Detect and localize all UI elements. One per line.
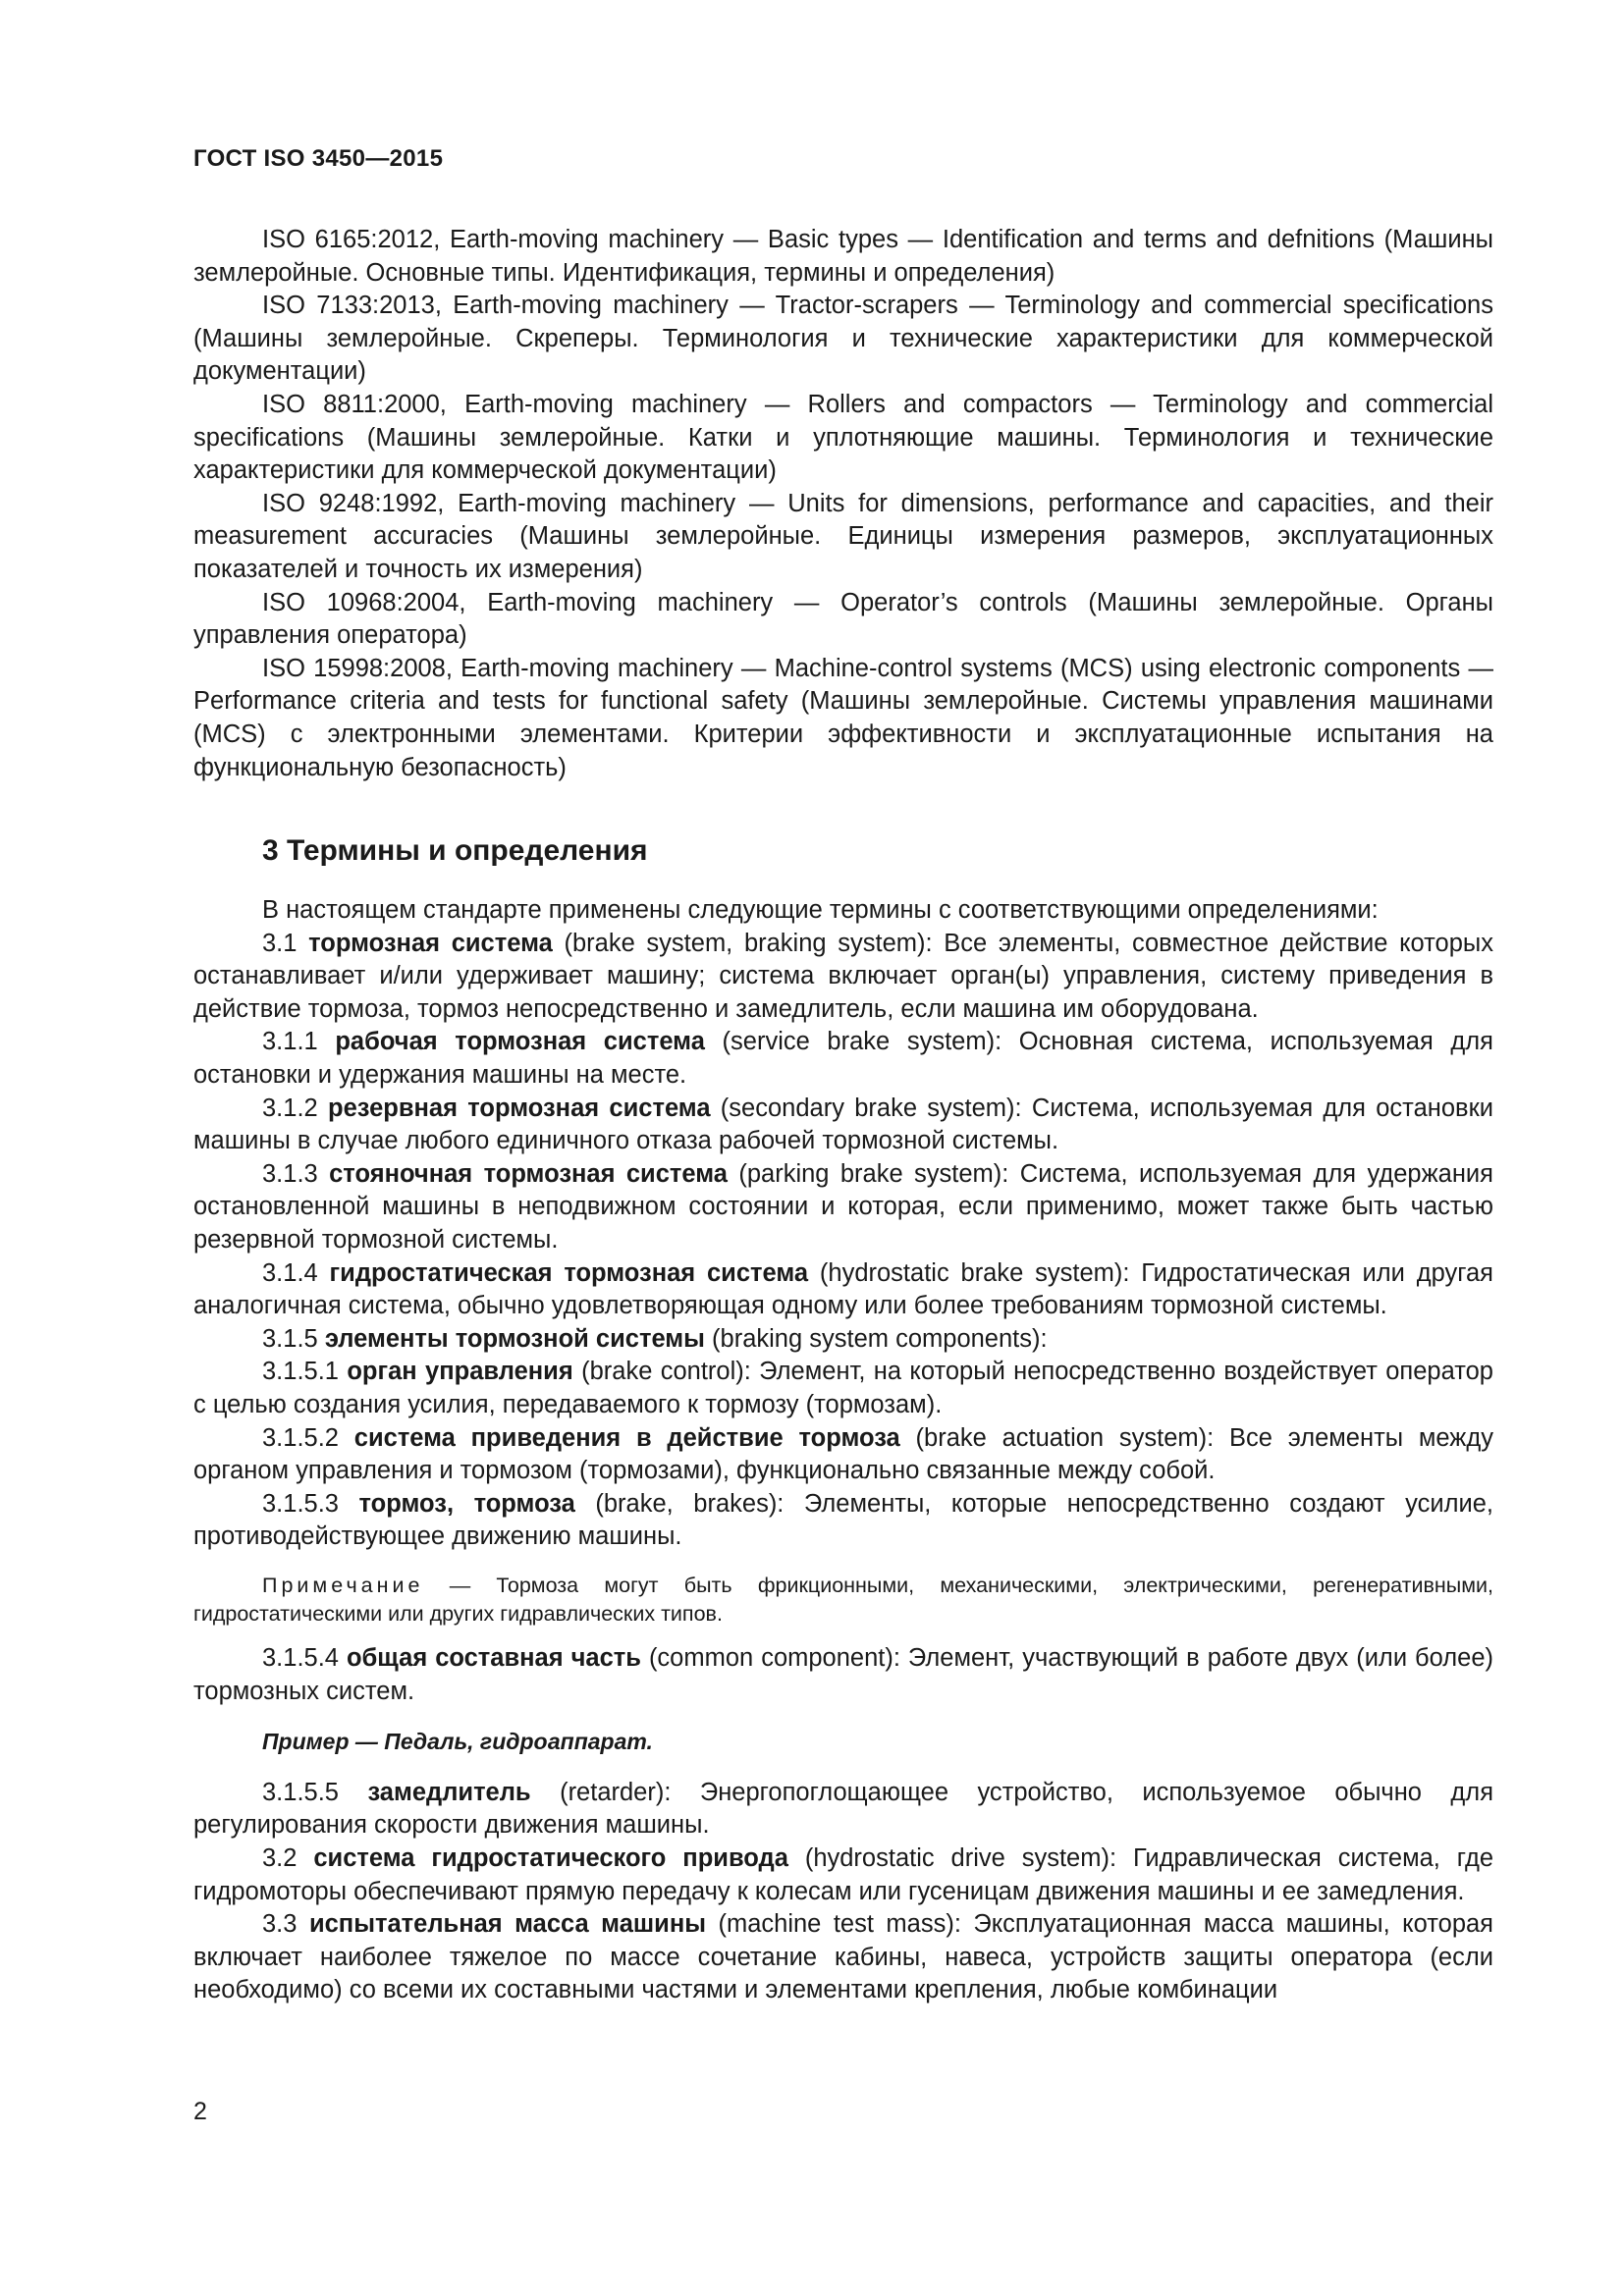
term-definition: (brake system, braking system): Все элементы, совместное действие которых останавливает и/или удерживает машину; система включает орган(ы) управления, систему приведения в действие тормоза, тормоз непосредственно и замедлитель, если машина им оборудована.: [193, 929, 1493, 1023]
term-name: общая составная часть: [346, 1643, 641, 1672]
term-entry: [193, 1026, 1493, 1092]
term-definition: (service brake system): Основная система, используемая для остановки и удержания машины на месте.: [193, 1028, 1493, 1090]
term-definition: (braking system components):: [712, 1324, 1048, 1353]
term-definition: (brake, brakes): Элементы, которые непосредственно создают усилие, противодействующее движению машины.: [193, 1489, 1493, 1551]
term-number: 3.1.5.1: [262, 1358, 339, 1386]
term-entry: [193, 928, 1493, 1027]
terms-list: [193, 928, 1493, 1554]
term-number: 3.1: [262, 929, 298, 957]
term-name: элементы тормозной системы: [324, 1324, 705, 1353]
term-definition: (brake control): Элемент, на который непосредственно воздействует оператор с целью создания усилия, передаваемого к тормозу (тормозам).: [193, 1358, 1493, 1418]
term-definition: (common component): Элемент, участвующий в работе двух (или более) тормозных систем.: [193, 1643, 1494, 1705]
term-name: тормозная система: [308, 929, 553, 957]
term-name: орган управления: [347, 1358, 573, 1386]
term-name: система гидростатического привода: [313, 1843, 788, 1872]
term-definition: (retarder): Энергопоглощающее устройство, используемое обычно для регулирования скорости движения машины.: [193, 1778, 1493, 1840]
reference-item: ISO 8811:2000, Earth-moving machinery — Rollers and compactors — Terminology and commercial specifications (Машины землеройные. Катки и уплотняющие машины. Терминология и технические характеристики для коммерческой документации): [193, 390, 1493, 485]
term-name: замедлитель: [367, 1778, 531, 1806]
term-definition: (brake actuation system): Все элементы между органом управления и тормозом (тормозами), функционально связанные между собой.: [193, 1423, 1493, 1485]
term-number: 3.1.5: [262, 1324, 318, 1353]
document-header: ГОСТ ISO 3450—2015: [193, 145, 444, 172]
term-number: 3.2: [262, 1843, 298, 1872]
note-label: Примечание: [262, 1573, 424, 1597]
term-number: 3.1.5.4: [262, 1643, 339, 1672]
term-entry: [193, 1642, 1493, 1708]
term-entry: [193, 1158, 1493, 1257]
term-entry: [193, 1323, 1493, 1357]
section-title: 3 Термины и определения: [262, 834, 648, 868]
term-entry: [193, 1842, 1493, 1908]
note: [193, 1572, 1493, 1629]
page-number: 2: [193, 2098, 207, 2125]
term-entry: [193, 1777, 1493, 1842]
term-name: система приведения в действие тормоза: [353, 1423, 900, 1452]
reference-item: ISO 7133:2013, Earth-moving machinery — Tractor-scrapers — Terminology and commercial specifications (Машины землеройные. Скреперы. Терминология и технические характеристики для коммерческой документации): [193, 292, 1493, 386]
term-number: 3.1.3: [262, 1159, 318, 1188]
term-definition: (secondary brake system): Система, используемая для остановки машины в случае любого единичного отказа рабочей тормозной системы.: [193, 1094, 1493, 1155]
page-content: [193, 224, 1493, 2007]
reference-item: ISO 6165:2012, Earth-moving machinery — Basic types — Identification and terms and defnitions (Машины землеройные. Основные типы. Идентификация, термины и определения): [193, 226, 1493, 287]
term-number: 3.1.1: [262, 1028, 318, 1056]
term-name: резервная тормозная система: [328, 1094, 711, 1122]
term-name: испытательная масса машины: [308, 1910, 706, 1939]
reference-item: ISO 9248:1992, Earth-moving machinery — Units for dimensions, performance and capacities, and their measurement accuracies (Машины землеройные. Единицы измерения размеров, эксплуатационных показателей и точность их измерения): [193, 489, 1493, 583]
term-name: стояночная тормозная система: [329, 1159, 728, 1188]
term-number: 3.3: [262, 1910, 298, 1939]
note-text: — Тормоза могут быть фрикционными, механическими, электрическими, регенеративными, гидростатическими или других гидравлических типов.: [193, 1573, 1493, 1626]
term-name: рабочая тормозная система: [335, 1028, 705, 1056]
term-entry: [193, 1422, 1493, 1488]
term-number: 3.1.5.2: [262, 1423, 339, 1452]
term-name: тормоз, тормоза: [358, 1489, 575, 1518]
term-definition: (hydrostatic drive system): Гидравлическая система, где гидромоторы обеспечивают прямую передачу к колесам или гусеницам движения машины и ее замедления.: [193, 1843, 1493, 1905]
reference-item: ISO 15998:2008, Earth-moving machinery — Machine-control systems (MCS) using electronic components — Performance criteria and tests for functional safety (Машины землеройные. Системы управления машинами (MCS) с электронными элементами. Критерии эффективности и эксплуатационные испытания на функциональную безопасность): [193, 654, 1493, 781]
term-definition: (machine test mass): Эксплуатационная масса машины, которая включает наиболее тяжелое по массе сочетание кабины, навеса, устройств защиты оператора (если необходимо) со всеми их составными частями и элементами крепления, любые комбинации: [193, 1910, 1493, 2004]
references-list: [193, 224, 1493, 784]
term-definition: (hydrostatic brake system): Гидростатическая или другая аналогичная система, обычно удовлетворяющая одному или более требованиям тормозной системы.: [193, 1258, 1493, 1320]
term-number: 3.1.5.5: [262, 1778, 339, 1806]
term-number: 3.1.4: [262, 1258, 318, 1287]
term-number: 3.1.2: [262, 1094, 318, 1122]
term-entry: [193, 1093, 1493, 1158]
term-definition: (parking brake system): Система, используемая для удержания остановленной машины в неподвижном состоянии и которая, если применимо, может также быть частью резервной тормозной системы.: [193, 1159, 1493, 1255]
term-entry: [193, 1488, 1493, 1554]
term-entry: [193, 1908, 1493, 2007]
term-number: 3.1.5.3: [262, 1489, 339, 1518]
section-intro: В настоящем стандарте применены следующие термины с соответствующими определениями:: [262, 896, 1379, 925]
term-entry: [193, 1356, 1493, 1421]
term-name: гидростатическая тормозная система: [329, 1258, 809, 1287]
example: Пример — Педаль, гидроаппарат.: [262, 1729, 653, 1755]
term-entry: [193, 1257, 1493, 1323]
reference-item: ISO 10968:2004, Earth-moving machinery — Operator’s controls (Машины землеройные. Органы управления оператора): [193, 588, 1493, 650]
